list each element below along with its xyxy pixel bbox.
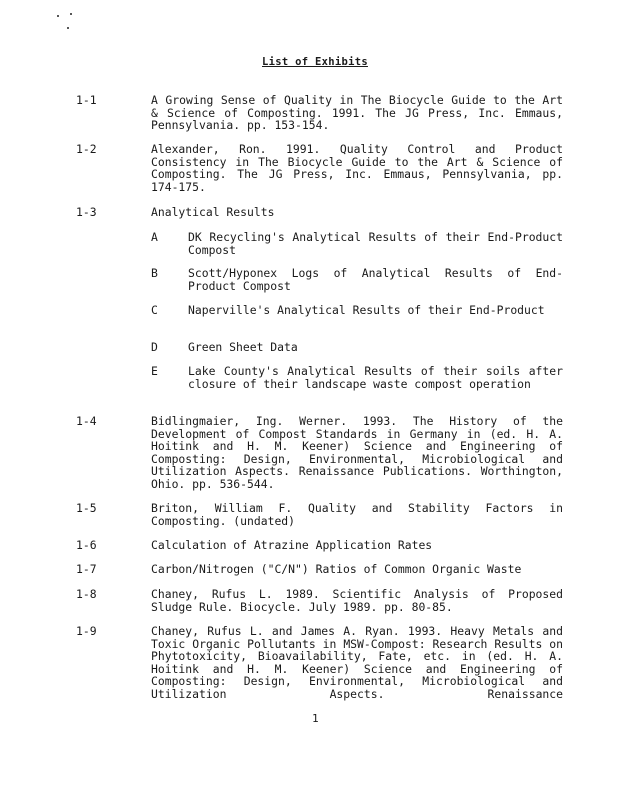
page-number: 1: [312, 712, 319, 725]
exhibit-text: Calculation of Atrazine Application Rates: [151, 538, 433, 552]
sub-entry-text: Naperville's Analytical Results of their End-Product: [188, 303, 545, 317]
exhibit-number: 1-3: [76, 205, 97, 219]
page-title: List of Exhibits: [262, 56, 368, 68]
sub-entry-text: Scott/Hyponex Logs of Analytical Results of End-Product Compost: [188, 266, 563, 293]
exhibit-text: Carbon/Nitrogen ("C/N") Ratios of Common Organic Waste: [151, 562, 522, 576]
exhibit-number: 1-2: [76, 142, 97, 156]
exhibit-number: 1-4: [76, 414, 97, 428]
exhibit-number: 1-8: [76, 587, 97, 601]
scan-speck: [67, 27, 69, 29]
sub-entry-letter: A: [151, 230, 158, 244]
exhibit-text: Bidlingmaier, Ing. Werner. 1993. The History of the Development of Compost Standards in Germany in (ed. H. A. Hoitink and H. M. Keener) Science and Engineering of Composting: Design, Environmental, Microbiological and Utilization Aspects. Renaissance Publications. Worthington, Ohio. pp. 536-544.: [151, 414, 563, 491]
exhibit-number: 1-1: [76, 93, 97, 107]
scan-speck: [70, 13, 72, 15]
exhibit-text: Alexander, Ron. 1991. Quality Control and Product Consistency in The Biocycle Guide to the Art & Science of Composting. The JG Press, Inc. Emmaus, Pennsylvania, pp. 174-175.: [151, 142, 563, 194]
sub-entry-letter: E: [151, 364, 158, 378]
scan-speck: [57, 15, 59, 17]
sub-entry-text: DK Recycling's Analytical Results of their End-Product Compost: [188, 230, 563, 257]
exhibit-number: 1-6: [76, 538, 97, 552]
exhibit-text: Analytical Results: [151, 205, 275, 219]
exhibit-text: Chaney, Rufus L. and James A. Ryan. 1993. Heavy Metals and Toxic Organic Pollutants in MSW-Compost: Research Results on Phytotoxicity, Bioavailability, Fate, etc. in (ed. H. A. Hoitink and H. M. Keener) Science and Engineering of Composting: Design, Environmental, Microbiological and Utilization Aspects. Renaissance: [151, 624, 563, 701]
exhibit-text: Chaney, Rufus L. 1989. Scientific Analysis of Proposed Sludge Rule. Biocycle. July 1989. pp. 80-85.: [151, 587, 563, 614]
exhibit-number: 1-5: [76, 501, 97, 515]
exhibit-number: 1-9: [76, 624, 97, 638]
sub-entry-text: Green Sheet Data: [188, 340, 298, 354]
sub-entry-letter: B: [151, 266, 158, 280]
sub-entry-letter: D: [151, 340, 158, 354]
exhibit-number: 1-7: [76, 562, 97, 576]
exhibit-text: Briton, William F. Quality and Stability Factors in Composting. (undated): [151, 501, 563, 528]
exhibit-text: A Growing Sense of Quality in The Biocycle Guide to the Art & Science of Composting. 1991. The JG Press, Inc. Emmaus, Pennsylvania. pp. 153-154.: [151, 93, 563, 132]
sub-entry-letter: C: [151, 303, 158, 317]
sub-entry-text: Lake County's Analytical Results of their soils after closure of their landscape waste compost operation: [188, 364, 563, 391]
